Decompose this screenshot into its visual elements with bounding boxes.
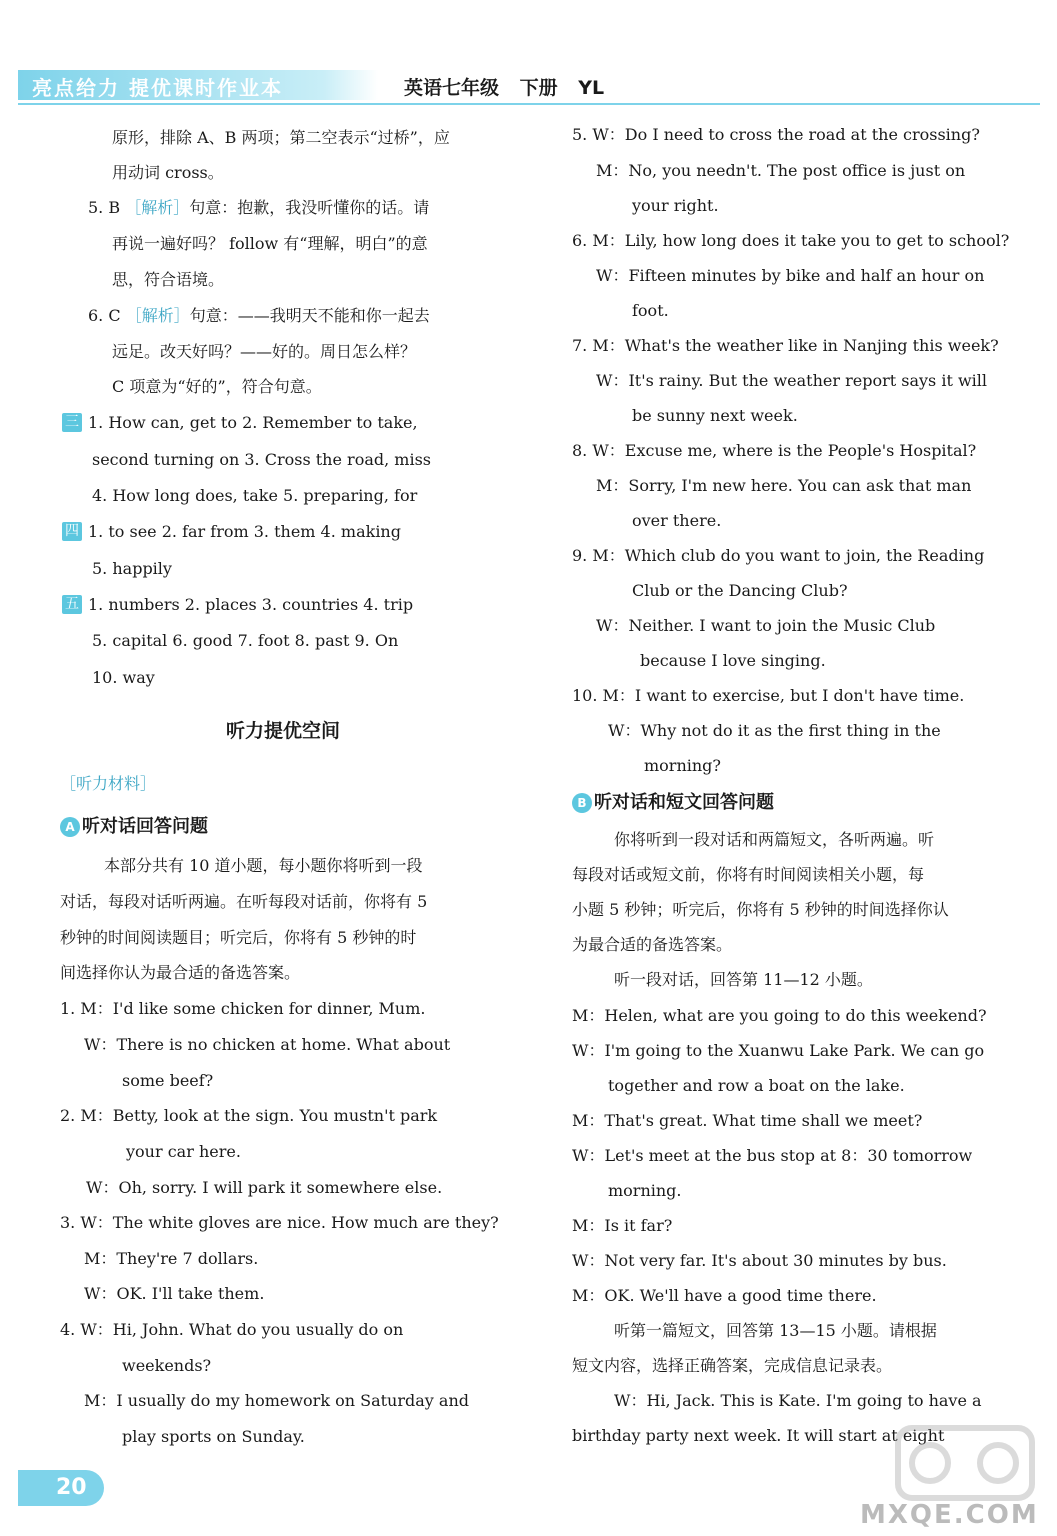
answer-line: 5. happily xyxy=(92,559,172,578)
answer-line: 1. numbers 2. places 3. countries 4. trip xyxy=(88,595,414,614)
dialogue-line: your right. xyxy=(632,196,719,215)
listening-section-title: 听力提优空间 xyxy=(226,720,341,742)
part-b-title: 听对话和短文回答问题 xyxy=(594,792,774,813)
dialogue-line: M：No, you needn't. The post office is just on xyxy=(596,161,966,180)
header-divider xyxy=(18,103,1040,105)
dialogue-line: 1. M：I'd like some chicken for dinner, Mum. xyxy=(60,999,426,1018)
instruction-line: 本部分共有 10 道小题，每小题你将听到一段 xyxy=(104,856,423,875)
instruction-line: 秒钟的时间阅读题目；听完后，你将有 5 秒钟的时 xyxy=(60,928,417,947)
dialogue-line: M：They're 7 dollars. xyxy=(84,1249,259,1268)
instruction-line: 为最合适的备选答案。 xyxy=(572,935,733,954)
section-mark: 五 xyxy=(62,595,82,614)
dialogue-line: M：Helen, what are you going to do this weekend? xyxy=(572,1006,987,1025)
answer-line: 1. How can, get to 2. Remember to take, xyxy=(88,413,418,432)
dialogue-line: over there. xyxy=(632,511,722,530)
section-5 xyxy=(62,592,413,618)
dialogue-line: W：There is no chicken at home. What about xyxy=(84,1035,451,1054)
instruction-line: 每段对话或短文前，你将有时间阅读相关小题，每 xyxy=(572,865,925,884)
analysis-tag: ［解析］ xyxy=(125,198,190,217)
dialogue-line: your car here. xyxy=(126,1142,241,1161)
dialogue-line: foot. xyxy=(632,301,669,320)
answer-text: 句意：——我明天不能和你一起去 xyxy=(189,306,430,325)
section-3 xyxy=(62,410,418,436)
answer-6 xyxy=(88,303,430,329)
dialogue-line: W：Why not do it as the first thing in the xyxy=(608,721,941,740)
passage-line: birthday party next week. It will start at eight xyxy=(572,1426,945,1445)
dialogue-line: 3. W：The white gloves are nice. How much are they? xyxy=(60,1213,499,1232)
dialogue-line: W：I'm going to the Xuanwu Lake Park. We can go xyxy=(572,1041,985,1060)
dialogue-line: morning? xyxy=(644,756,721,775)
text-line: 用动词 cross。 xyxy=(112,163,224,182)
answer-number: 6. C xyxy=(88,306,121,325)
dialogue-line: W：Not very far. It's about 30 minutes by bus. xyxy=(572,1251,947,1270)
instruction-line: 短文内容，选择正确答案，完成信息记录表。 xyxy=(572,1356,893,1375)
answer-text: 句意：抱歉，我没听懂你的话。请 xyxy=(189,198,430,217)
dialogue-line: W：It's rainy. But the weather report says it will xyxy=(596,371,988,390)
dialogue-line: some beef? xyxy=(122,1071,214,1090)
section-4 xyxy=(62,519,401,545)
answer-line: 4. How long does, take 5. preparing, for xyxy=(92,486,418,505)
part-b-badge: B xyxy=(572,793,592,813)
dialogue-line: weekends? xyxy=(122,1356,212,1375)
page-number: 20 xyxy=(18,1470,104,1506)
dialogue-line: M：I usually do my homework on Saturday and xyxy=(84,1391,470,1410)
answer-line: 5. capital 6. good 7. foot 8. past 9. On xyxy=(92,631,399,650)
dialogue-line: 2. M：Betty, look at the sign. You mustn't park xyxy=(60,1106,438,1125)
answer-line: second turning on 3. Cross the road, miss xyxy=(92,450,431,469)
dialogue-line: 7. M：What's the weather like in Nanjing this week? xyxy=(572,336,999,355)
header-book-title: 英语七年级 下册 YL xyxy=(404,77,605,99)
materials-tag: ［听力材料］ xyxy=(60,774,157,793)
answer-line: 1. to see 2. far from 3. them 4. making xyxy=(88,522,401,541)
dialogue-line: W：Let's meet at the bus stop at 8：30 tomorrow xyxy=(572,1146,973,1165)
instruction-line: 对话，每段对话听两遍。在听每段对话前，你将有 5 xyxy=(60,892,428,911)
dialogue-line: W：Oh, sorry. I will park it somewhere else. xyxy=(86,1178,443,1197)
header-series-title: 亮点给力 提优课时作业本 xyxy=(32,76,283,100)
dialogue-line: W：Neither. I want to join the Music Club xyxy=(596,616,936,635)
dialogue-line: M：That's great. What time shall we meet? xyxy=(572,1111,923,1130)
dialogue-line: W：Fifteen minutes by bike and half an hour on xyxy=(596,266,985,285)
dialogue-line: 10. M：I want to exercise, but I don't have time. xyxy=(572,686,965,705)
dialogue-line: because I love singing. xyxy=(640,651,826,670)
instruction-line: 听一段对话，回答第 11—12 小题。 xyxy=(614,970,873,989)
watermark-text: MXQE.COM xyxy=(860,1500,1039,1530)
part-b-heading xyxy=(572,790,774,816)
text-line: 思，符合语境。 xyxy=(112,270,225,289)
dialogue-line: Club or the Dancing Club? xyxy=(632,581,848,600)
instruction-line: 小题 5 秒钟；听完后，你将有 5 秒钟的时间选择你认 xyxy=(572,900,949,919)
dialogue-line: 8. W：Excuse me, where is the People's Hospital? xyxy=(572,441,977,460)
instruction-line: 听第一篇短文，回答第 13—15 小题。请根据 xyxy=(614,1321,937,1340)
dialogue-line: 5. W：Do I need to cross the road at the crossing? xyxy=(572,125,980,144)
text-line: 再说一遍好吗？ follow 有“理解，明白”的意 xyxy=(112,234,428,253)
text-line: C 项意为“好的”，符合句意。 xyxy=(112,377,322,396)
text-line: 远足。改天好吗？——好的。周日怎么样？ xyxy=(112,342,417,361)
dialogue-line: morning. xyxy=(608,1181,682,1200)
section-mark: 四 xyxy=(62,522,82,541)
section-mark: 三 xyxy=(62,413,82,432)
text-line: 原形，排除 A、B 两项；第二空表示“过桥”，应 xyxy=(112,128,450,147)
dialogue-line: together and row a boat on the lake. xyxy=(608,1076,905,1095)
dialogue-line: 4. W：Hi, John. What do you usually do on xyxy=(60,1320,404,1339)
answer-5 xyxy=(88,195,429,221)
part-a-heading xyxy=(60,814,208,840)
dialogue-line: M：Is it far? xyxy=(572,1216,673,1235)
dialogue-line: be sunny next week. xyxy=(632,406,798,425)
passage-line: W：Hi, Jack. This is Kate. I'm going to have a xyxy=(614,1391,982,1410)
dialogue-line: W：OK. I'll take them. xyxy=(84,1284,265,1303)
dialogue-line: play sports on Sunday. xyxy=(122,1427,305,1446)
analysis-tag: ［解析］ xyxy=(125,306,190,325)
dialogue-line: 6. M：Lily, how long does it take you to get to school? xyxy=(572,231,1010,250)
answer-line: 10. way xyxy=(92,668,155,687)
dialogue-line: 9. M：Which club do you want to join, the Reading xyxy=(572,546,985,565)
answer-number: 5. B xyxy=(88,198,121,217)
instruction-line: 间选择你认为最合适的备选答案。 xyxy=(60,963,301,982)
dialogue-line: M：OK. We'll have a good time there. xyxy=(572,1286,877,1305)
part-a-title: 听对话回答问题 xyxy=(82,816,208,837)
part-a-badge: A xyxy=(60,817,80,837)
dialogue-line: M：Sorry, I'm new here. You can ask that man xyxy=(596,476,972,495)
instruction-line: 你将听到一段对话和两篇短文，各听两遍。听 xyxy=(614,830,935,849)
